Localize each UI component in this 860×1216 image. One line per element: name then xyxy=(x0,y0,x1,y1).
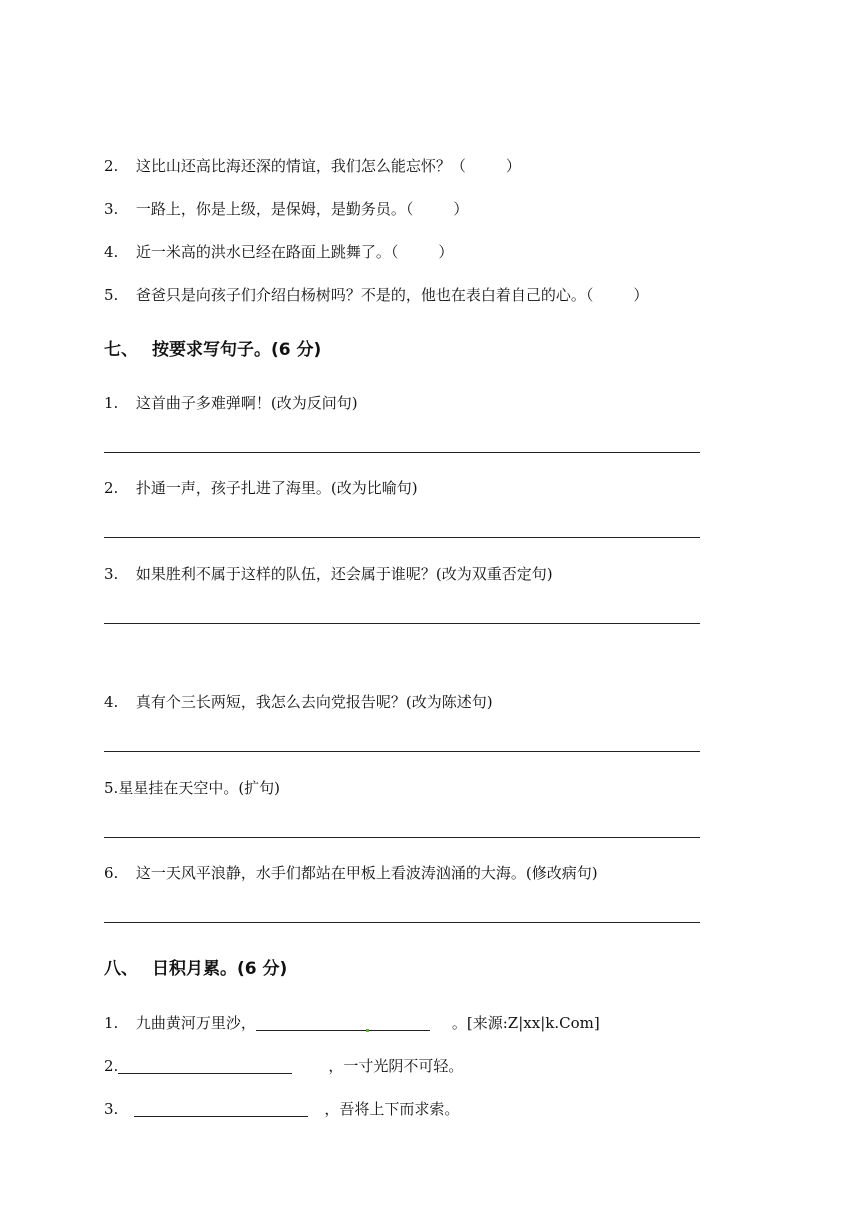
section6-item-3 xyxy=(104,199,468,219)
item-number: 4. xyxy=(104,243,119,261)
item-number: 2. xyxy=(104,479,119,497)
answer-line[interactable] xyxy=(104,751,700,752)
item-number: 5. xyxy=(104,286,119,304)
item-number: 2. xyxy=(104,157,119,175)
fill-blank[interactable] xyxy=(134,1100,308,1117)
section7-item-2 xyxy=(104,478,418,498)
section7-heading xyxy=(104,339,321,361)
item-text: 这一天风平浪静，水手们都站在甲板上看波涛汹涌的大海。(修改病句) xyxy=(135,864,598,882)
section7-item-4 xyxy=(104,692,493,712)
item-text: 这比山还高比海还深的情谊，我们怎么能忘怀？（ xyxy=(135,157,466,175)
item-text: 近一米高的洪水已经在路面上跳舞了。（ xyxy=(135,243,399,261)
item-number: 3. xyxy=(104,565,119,583)
section-number: 七、 xyxy=(104,340,138,360)
section6-item-2 xyxy=(104,156,521,176)
item-after: ，吾将上下而求索。 xyxy=(324,1100,460,1118)
item-text: 扑通一声，孩子扎进了海里。(改为比喻句) xyxy=(135,479,418,497)
dot-mark xyxy=(366,1029,369,1032)
section8-item-1 xyxy=(104,1013,600,1033)
item-paren-close: ） xyxy=(453,200,469,218)
section6-item-4 xyxy=(104,242,453,262)
section6-item-5 xyxy=(104,285,648,305)
item-text: 如果胜利不属于这样的队伍，还会属于谁呢？(改为双重否定句) xyxy=(135,565,553,583)
fill-blank[interactable] xyxy=(118,1057,292,1074)
section8-heading xyxy=(104,958,287,980)
item-text: 真有个三长两短，我怎么去向党报告呢？(改为陈述句) xyxy=(135,693,493,711)
item-number: 2. xyxy=(104,1057,119,1075)
item-paren-close: ） xyxy=(633,286,649,304)
section7-item-1 xyxy=(104,393,358,413)
item-number: 3. xyxy=(104,1100,119,1118)
section-title: 按要求写句子。(6 分) xyxy=(152,340,322,360)
item-number: 1. xyxy=(104,394,119,412)
item-paren-close: ） xyxy=(438,243,454,261)
answer-line[interactable] xyxy=(104,452,700,453)
answer-line[interactable] xyxy=(104,623,700,624)
item-text: 爸爸只是向孩子们介绍白杨树吗？不是的，他也在表白着自己的心。（ xyxy=(135,286,594,304)
answer-line[interactable] xyxy=(104,537,700,538)
answer-line[interactable] xyxy=(104,837,700,838)
item-text: 一路上，你是上级，是保姆，是勤务员。（ xyxy=(135,200,414,218)
section-number: 八、 xyxy=(104,959,138,979)
item-paren-close: ） xyxy=(505,157,521,175)
section7-item-6 xyxy=(104,863,598,883)
item-number: 5. xyxy=(104,779,119,797)
item-number: 6. xyxy=(104,864,119,882)
section8-item-3 xyxy=(104,1099,459,1119)
item-after: ，一寸光阴不可轻。 xyxy=(328,1057,464,1075)
item-number: 1. xyxy=(104,1014,119,1032)
answer-line[interactable] xyxy=(104,922,700,923)
section7-item-5 xyxy=(104,778,280,798)
item-number: 3. xyxy=(104,200,119,218)
item-text: 星星挂在天空中。(扩句) xyxy=(118,779,281,797)
section8-item-2 xyxy=(104,1056,463,1076)
fill-blank[interactable] xyxy=(256,1014,430,1031)
item-number: 4. xyxy=(104,693,119,711)
item-after: 。[来源:Z|xx|k.Com] xyxy=(451,1014,600,1032)
section-title: 日积月累。(6 分) xyxy=(152,959,288,979)
item-text: 这首曲子多难弹啊！(改为反问句) xyxy=(135,394,358,412)
item-before: 九曲黄河万里沙， xyxy=(135,1014,256,1032)
section7-item-3 xyxy=(104,564,553,584)
